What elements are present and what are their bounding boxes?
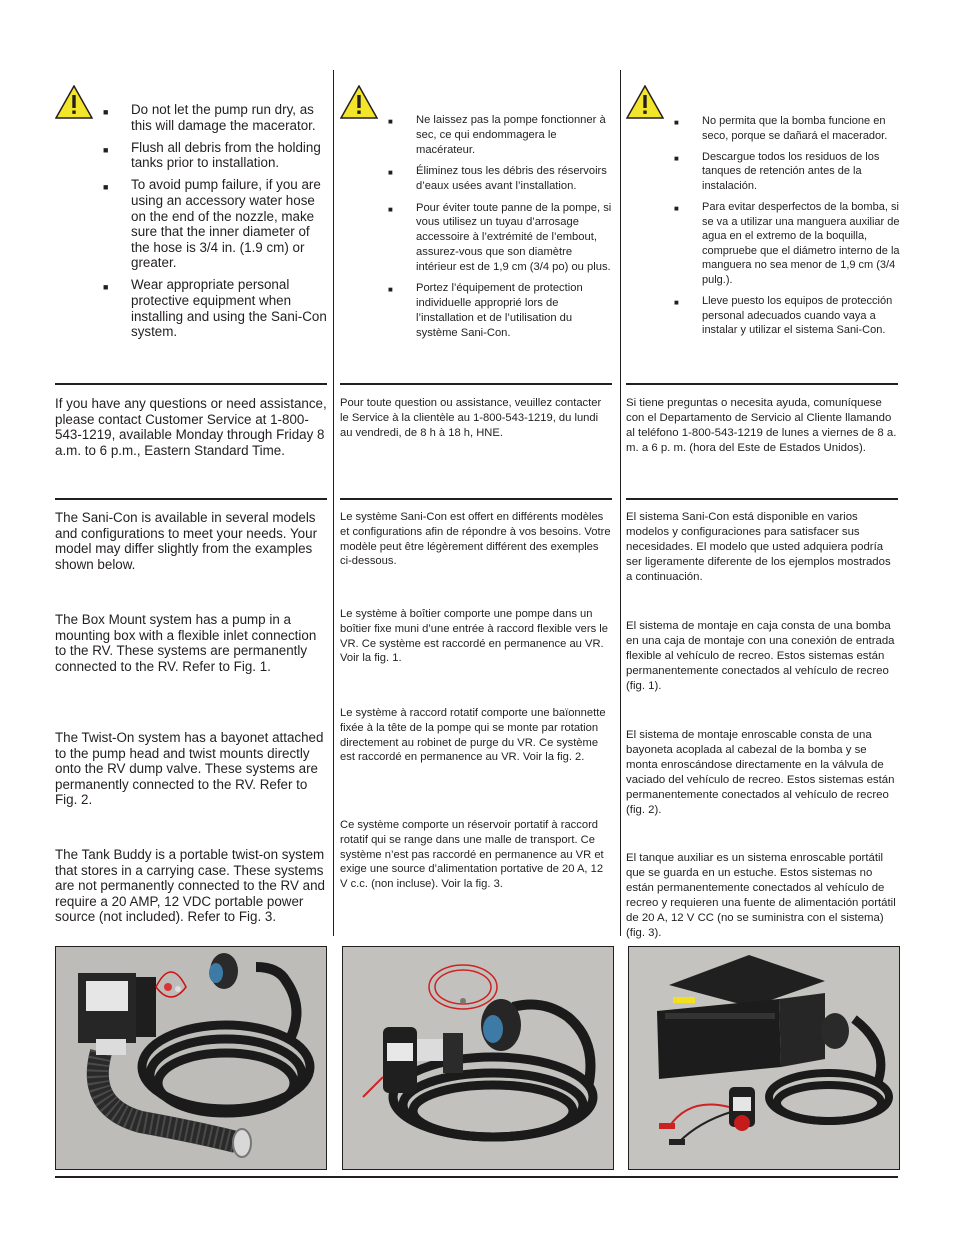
box-mount-paragraph: The Box Mount system has a pump in a mounting box with a flexible inlet connection to the RV. These systems are permanently connected to the RV. Refer to Fig. 1. [55, 612, 317, 674]
box-mount-paragraph: El sistema de montaje en caja consta de una bomba en una caja de montaje con una conexión de entrada flexible al vehículo de recreo. Estos sistemas están permanentemente conectados al vehículo de recreo (fig. 1). [626, 620, 895, 692]
assistance-paragraph: Pour toute question ou assistance, veuillez contacter le Service à la clientèle au 1-800-543-1219, du lundi au vendredi, de 8 h à 18 h, HNE. [340, 397, 602, 439]
intro-paragraph: Le système Sani-Con est offert en différents modèles et configurations afin de répondre à vos besoins. Votre modèle peut être légèrement différent des exemples ci-dessous. [340, 511, 611, 568]
column-divider-2 [620, 70, 621, 936]
section-rule [340, 383, 612, 385]
tank-buddy-photo [628, 946, 900, 1170]
intro-paragraph: El sistema Sani-Con está disponible en varios modelos y configuraciones para satisfacer sus necesidades. El modelo que usted adquiera podría ser ligeramente diferente de los ejemplos mostrados a continuación. [626, 511, 891, 583]
warning-item: ■ Portez l’équipement de protection individuelle approprié lors de l’installation et de l’utilisation du système Sani-Con. [388, 281, 612, 340]
warning-list [674, 114, 900, 344]
section-rule [55, 383, 327, 385]
twist-on-paragraph: El sistema de montaje enroscable consta de una bayoneta acoplada al cabezal de la bomba y se monta enroscándose directamente en la válvula de vaciado del vehículo de recreo. Estos sistemas están permanentemente conectados al vehículo de recreo (fig. 2). [626, 729, 895, 816]
warning-item: ■ Lleve puesto los equipos de protección personal adecuados cuando vaya a instalar y utilizar el sistema Sani-Con. [674, 294, 900, 338]
twist-on-paragraph: The Twist-On system has a bayonet attached to the pump head and twist mounts directly onto the RV dump valve. These systems are permanently connected to the RV. Refer to Fig. 2. [55, 730, 324, 808]
warning-item: ■ To avoid pump failure, if you are using an accessory water hose on the end of the nozzle, make sure that the inner diameter of the hose is 3/4 in. (1.9 cm) or greater. [103, 177, 327, 271]
warning-item: ■ Flush all debris from the holding tanks prior to installation. [103, 140, 327, 171]
warning-item: ■ Pour éviter toute panne de la pompe, si vous utilisez un tuyau d’arrosage accessoire à l’extrémité de l’embout, assurez-vous que son diamètre intérieur est de 1,9 cm (3/4 po) ou plus. [388, 201, 612, 275]
box-mount-paragraph: Le système à boîtier comporte une pompe dans un boîtier fixe muni d’une entrée à raccord flexible vers le VR. Ce système est raccordé en permanence au VR. Voir la fig. 1. [340, 608, 609, 665]
warning-item: ■ Ne laissez pas la pompe fonctionner à sec, ce qui endommagera le macérateur. [388, 113, 612, 157]
warning-item: ■ Descargue todos los residuos de los tanques de retención antes de la instalación. [674, 150, 900, 194]
tank-buddy-paragraph: El tanque auxiliar es un sistema enroscable portátil que se guarda en un estuche. Estos sistemas no están permanentemente conectados al vehículo de recreo y requieren una fuente de alimentación portátil de 20 A, 12 V CC (no se suministra con el sistema) (fig. 3). [626, 852, 896, 939]
tank-buddy-paragraph: Ce système comporte un réservoir portatif à raccord rotatif qui se range dans une malle de transport. Ce système n’est pas raccordé en permanence au VR et exige une source d’alimentation portative de 20 A, 12 V c.c. (non incluse). Voir la fig. 3. [340, 819, 604, 891]
warning-list [388, 113, 612, 347]
warning-triangle-icon [626, 85, 664, 119]
warning-item: ■ Do not let the pump run dry, as this will damage the macerator. [103, 102, 327, 133]
warning-item: ■ Éliminez tous les débris des réservoirs d’eaux usées avant l’installation. [388, 164, 612, 194]
box-mount-photo [55, 946, 327, 1170]
section-rule [626, 498, 898, 500]
tank-buddy-paragraph: The Tank Buddy is a portable twist-on system that stores in a carrying case. These systems are not permanently connected to the RV and require a 20 AMP, 12 VDC portable power source (not included). Refer to Fig. 3. [55, 847, 325, 925]
warning-triangle-icon [340, 85, 378, 119]
warning-item: ■ Wear appropriate personal protective equipment when installing and using the Sani-Con system. [103, 277, 327, 339]
warning-item: ■ Para evitar desperfectos de la bomba, si se va a utilizar una manguera auxiliar de agua en el extremo de la boquilla, compruebe que el diámetro interno de la manguera no sea menor de 1,9 cm (3/4 pulg.). [674, 200, 900, 288]
assistance-paragraph: If you have any questions or need assistance, please contact Customer Service at 1-800-543-1219, available Monday through Friday 8 a.m. to 6 p.m., Eastern Standard Time. [55, 396, 327, 458]
twist-on-paragraph: Le système à raccord rotatif comporte une baïonnette fixée à la tête de la pompe qui se monte par rotation directement au robinet de purge du VR. Ce système est raccordé en permanence au VR. Voir la fig. 2. [340, 707, 606, 764]
column-divider-1 [333, 70, 334, 936]
french-column [340, 70, 612, 936]
warning-item: ■ No permita que la bomba funcione en seco, porque se dañará el macerador. [674, 114, 900, 143]
warning-list [103, 102, 327, 346]
assistance-paragraph: Si tiene preguntas o necesita ayuda, comuníquese con el Departamento de Servicio al Cliente llamando al teléfono 1-800-543-1219 de lunes a viernes de 8 a. m. a 6 p. m. (hora del Este de Estados Unidos). [626, 397, 897, 454]
section-rule [626, 383, 898, 385]
warning-triangle-icon [55, 85, 93, 119]
bottom-rule [55, 1176, 898, 1178]
section-rule [55, 498, 327, 500]
english-column [55, 70, 327, 936]
section-rule [340, 498, 612, 500]
intro-paragraph: The Sani-Con is available in several models and configurations to meet your needs. Your model may differ slightly from the examples shown below. [55, 510, 318, 572]
spanish-column [626, 70, 900, 939]
twist-on-photo [342, 946, 614, 1170]
